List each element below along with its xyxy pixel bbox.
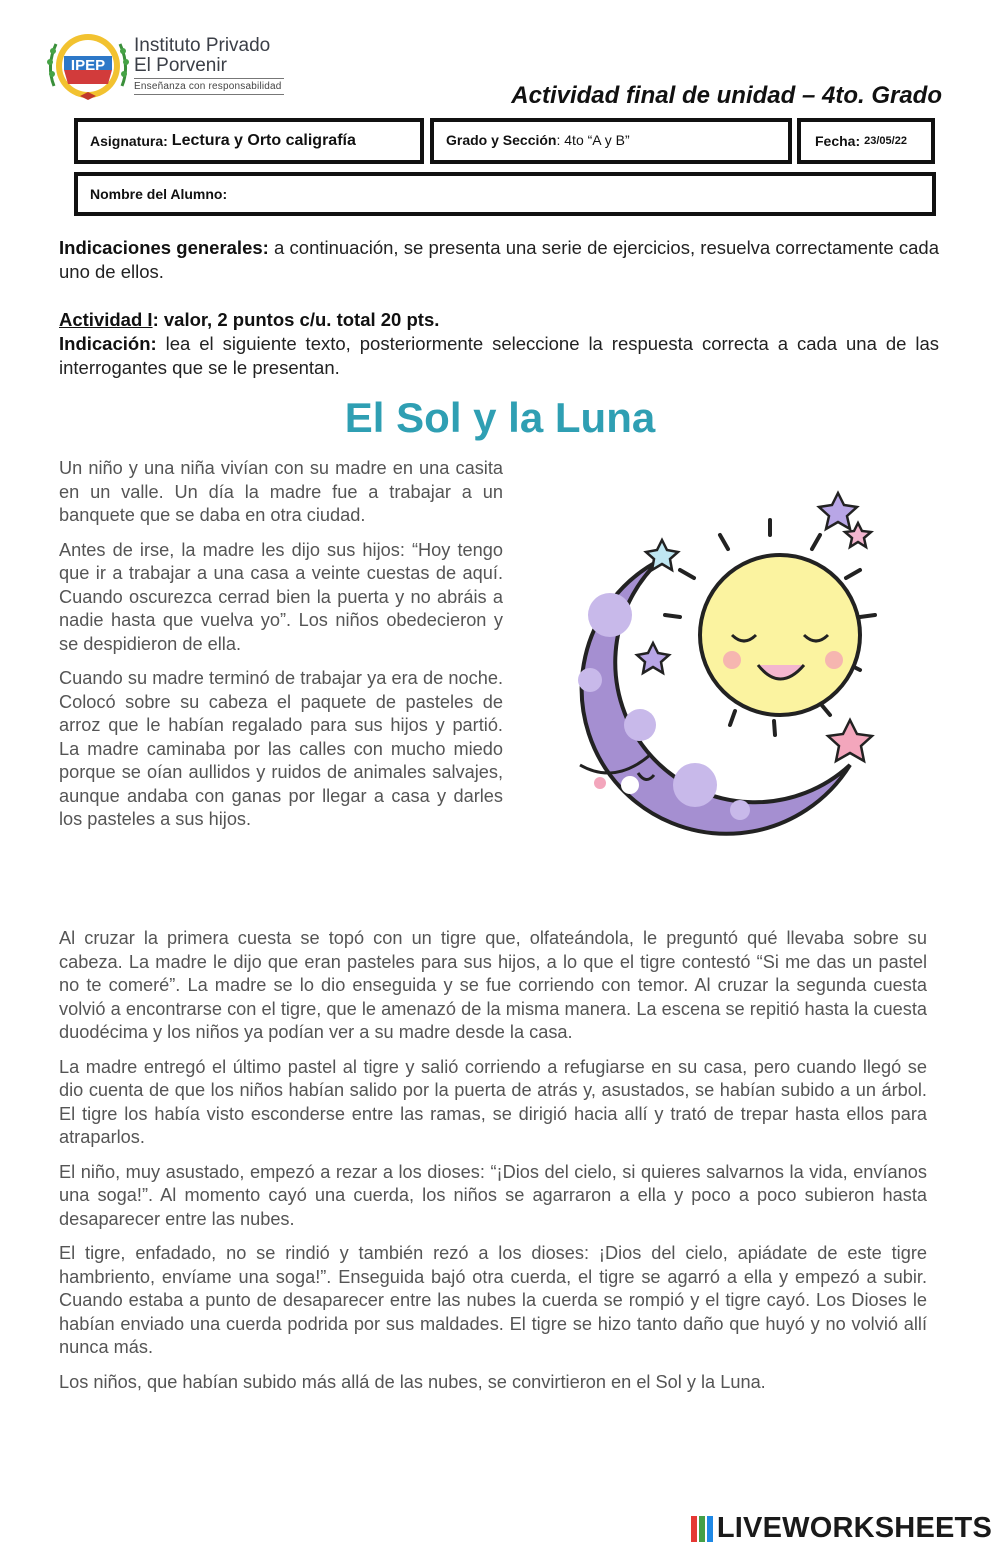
indication-label: Indicación: xyxy=(59,333,157,354)
subject-label: Asignatura: xyxy=(90,133,168,149)
story-paragraph: Al cruzar la primera cuesta se topó con un tigre que, olfateándola, le preguntó qué llevaba sobre su cabeza. La madre le dijo que eran pasteles para sus hijos, a lo que el tigre contestó “Si me das un pastel no te comeré”. La madre se lo dio enseguida y se fue corriendo con temor. Al cruzar la segunda cuesta volvió a encontrarse con el tigre, que le amenazó de la misma manera. La escena se repitió hasta la cuesta duodécima y los niños ya podían ver a su madre desde la casa. xyxy=(59,928,927,1042)
school-name-line1: Instituto Privado xyxy=(134,35,271,56)
activity-heading xyxy=(59,308,939,332)
grade-value: : 4to “A y B” xyxy=(556,132,630,148)
logo-text: IPEP xyxy=(70,57,106,74)
story-title: El Sol y la Luna xyxy=(344,394,656,441)
story-paragraph: Antes de irse, la madre les dijo sus hijos: “Hoy tengo que ir a trabajar a una casa a veinte cuestas de aquí. Cuando oscurezca cerrad bien la puerta y no abráis a nadie hasta que vuelva yo”. Los niños obedecieron y se despidieron de ella. xyxy=(59,539,503,654)
story-paragraph: Un niño y una niña vivían con su madre en una casita en un valle. Un día la madre fue a trabajar a un banquete que se daba en otra ciudad. xyxy=(59,458,503,525)
general-instructions-label: Indicaciones generales: xyxy=(59,237,269,258)
indication xyxy=(59,332,939,380)
subject-field xyxy=(74,118,424,164)
activity-value: : valor, 2 puntos c/u. total 20 pts. xyxy=(152,309,440,330)
story-paragraph: La madre entregó el último pastel al tigre y salió corriendo a refugiarse en su casa, pero cuando llegó se dio cuenta de que los niños habían salido por la puerta de atrás y, asustados, se habían subido a un árbol. El tigre los había visto esconderse entre las ramas, se dirigió hacia allí y trató de trepar hasta ellos para atraparlos. xyxy=(59,1056,927,1147)
sun-icon xyxy=(700,555,860,715)
date-label: Fecha: xyxy=(815,133,861,149)
general-instructions xyxy=(59,236,939,284)
story-paragraph: Los niños, que habían subido más allá de las nubes, se convirtieron en el Sol y la Luna. xyxy=(59,1371,766,1392)
school-tagline: Enseñanza con responsabilidad xyxy=(134,81,282,92)
date-field xyxy=(797,118,935,164)
activity-instructions xyxy=(59,308,939,380)
story-paragraph: El niño, muy asustado, empezó a rezar a los dioses: “¡Dios del cielo, si quieres salvarnos la vida, envíanos una soga!”. Al momento cayó una cuerda, los niños se agarraron a ella y poco a poco subieron hasta desaparecer entre las nubes. xyxy=(59,1161,927,1229)
date-value: 23/05/22 xyxy=(864,135,907,147)
grade-section-field xyxy=(430,118,792,164)
story-left-column xyxy=(59,457,503,843)
school-name-line2: El Porvenir xyxy=(134,55,227,76)
general-instructions-text: a continuación, se presenta una serie de ejercicios, resuelva correctamente cada uno de ellos. xyxy=(59,237,939,282)
liveworksheets-brand-text: LIVEWORKSHEETS xyxy=(716,1512,992,1544)
student-name-field[interactable] xyxy=(74,172,936,216)
school-logo-emblem xyxy=(44,26,132,106)
story-paragraph: El tigre, enfadado, no se rindió y también rezó a los dioses: ¡Dios del cielo, apiádate de este tigre hambriento, envíame una soga!”. Enseguida bajó otra cuerda, el tigre se agarró a ella y empezó a subir. Cuando estaba a punto de desaparecer entre las nubes la cuerda se rompió y el tigre cayó. Los Dioses le habían enviado una cuerda podrida por sus maldades. El tigre se hizo tanto daño que huyó y no volvió allí nunca más. xyxy=(59,1243,927,1357)
activity-label: Actividad I xyxy=(59,309,153,330)
school-name xyxy=(134,36,270,76)
indication-text: lea el siguiente texto, posteriormente seleccione la respuesta correcta a cada una de las interrogantes que se le presentan. xyxy=(59,333,939,378)
grade-label: Grado y Sección xyxy=(446,132,557,148)
liveworksheets-logo-icon xyxy=(691,1516,713,1542)
story-full-width xyxy=(59,927,927,1405)
sun-moon-illustration xyxy=(520,465,920,875)
school-logo xyxy=(44,26,132,106)
tagline-divider-top xyxy=(134,78,284,79)
activity-title: Actividad final de unidad – 4to. Grado xyxy=(511,82,942,109)
subject-value: Lectura y Orto caligrafía xyxy=(171,132,356,149)
tagline-divider-bottom xyxy=(134,94,284,95)
story-paragraph: Cuando su madre terminó de trabajar ya era de noche. Colocó sobre su cabeza el paquete de pasteles de arroz que le habían regalado para sus hijos y partió. La madre caminaba por las calles con mucho miedo porque se oían aullidos y ruidos de animales salvajes, aunque andaba con ganas por llegar a casa y darles los pasteles a sus hijos. xyxy=(59,668,503,829)
liveworksheets-brand[interactable] xyxy=(691,1512,992,1545)
student-name-label: Nombre del Alumno: xyxy=(90,186,228,202)
